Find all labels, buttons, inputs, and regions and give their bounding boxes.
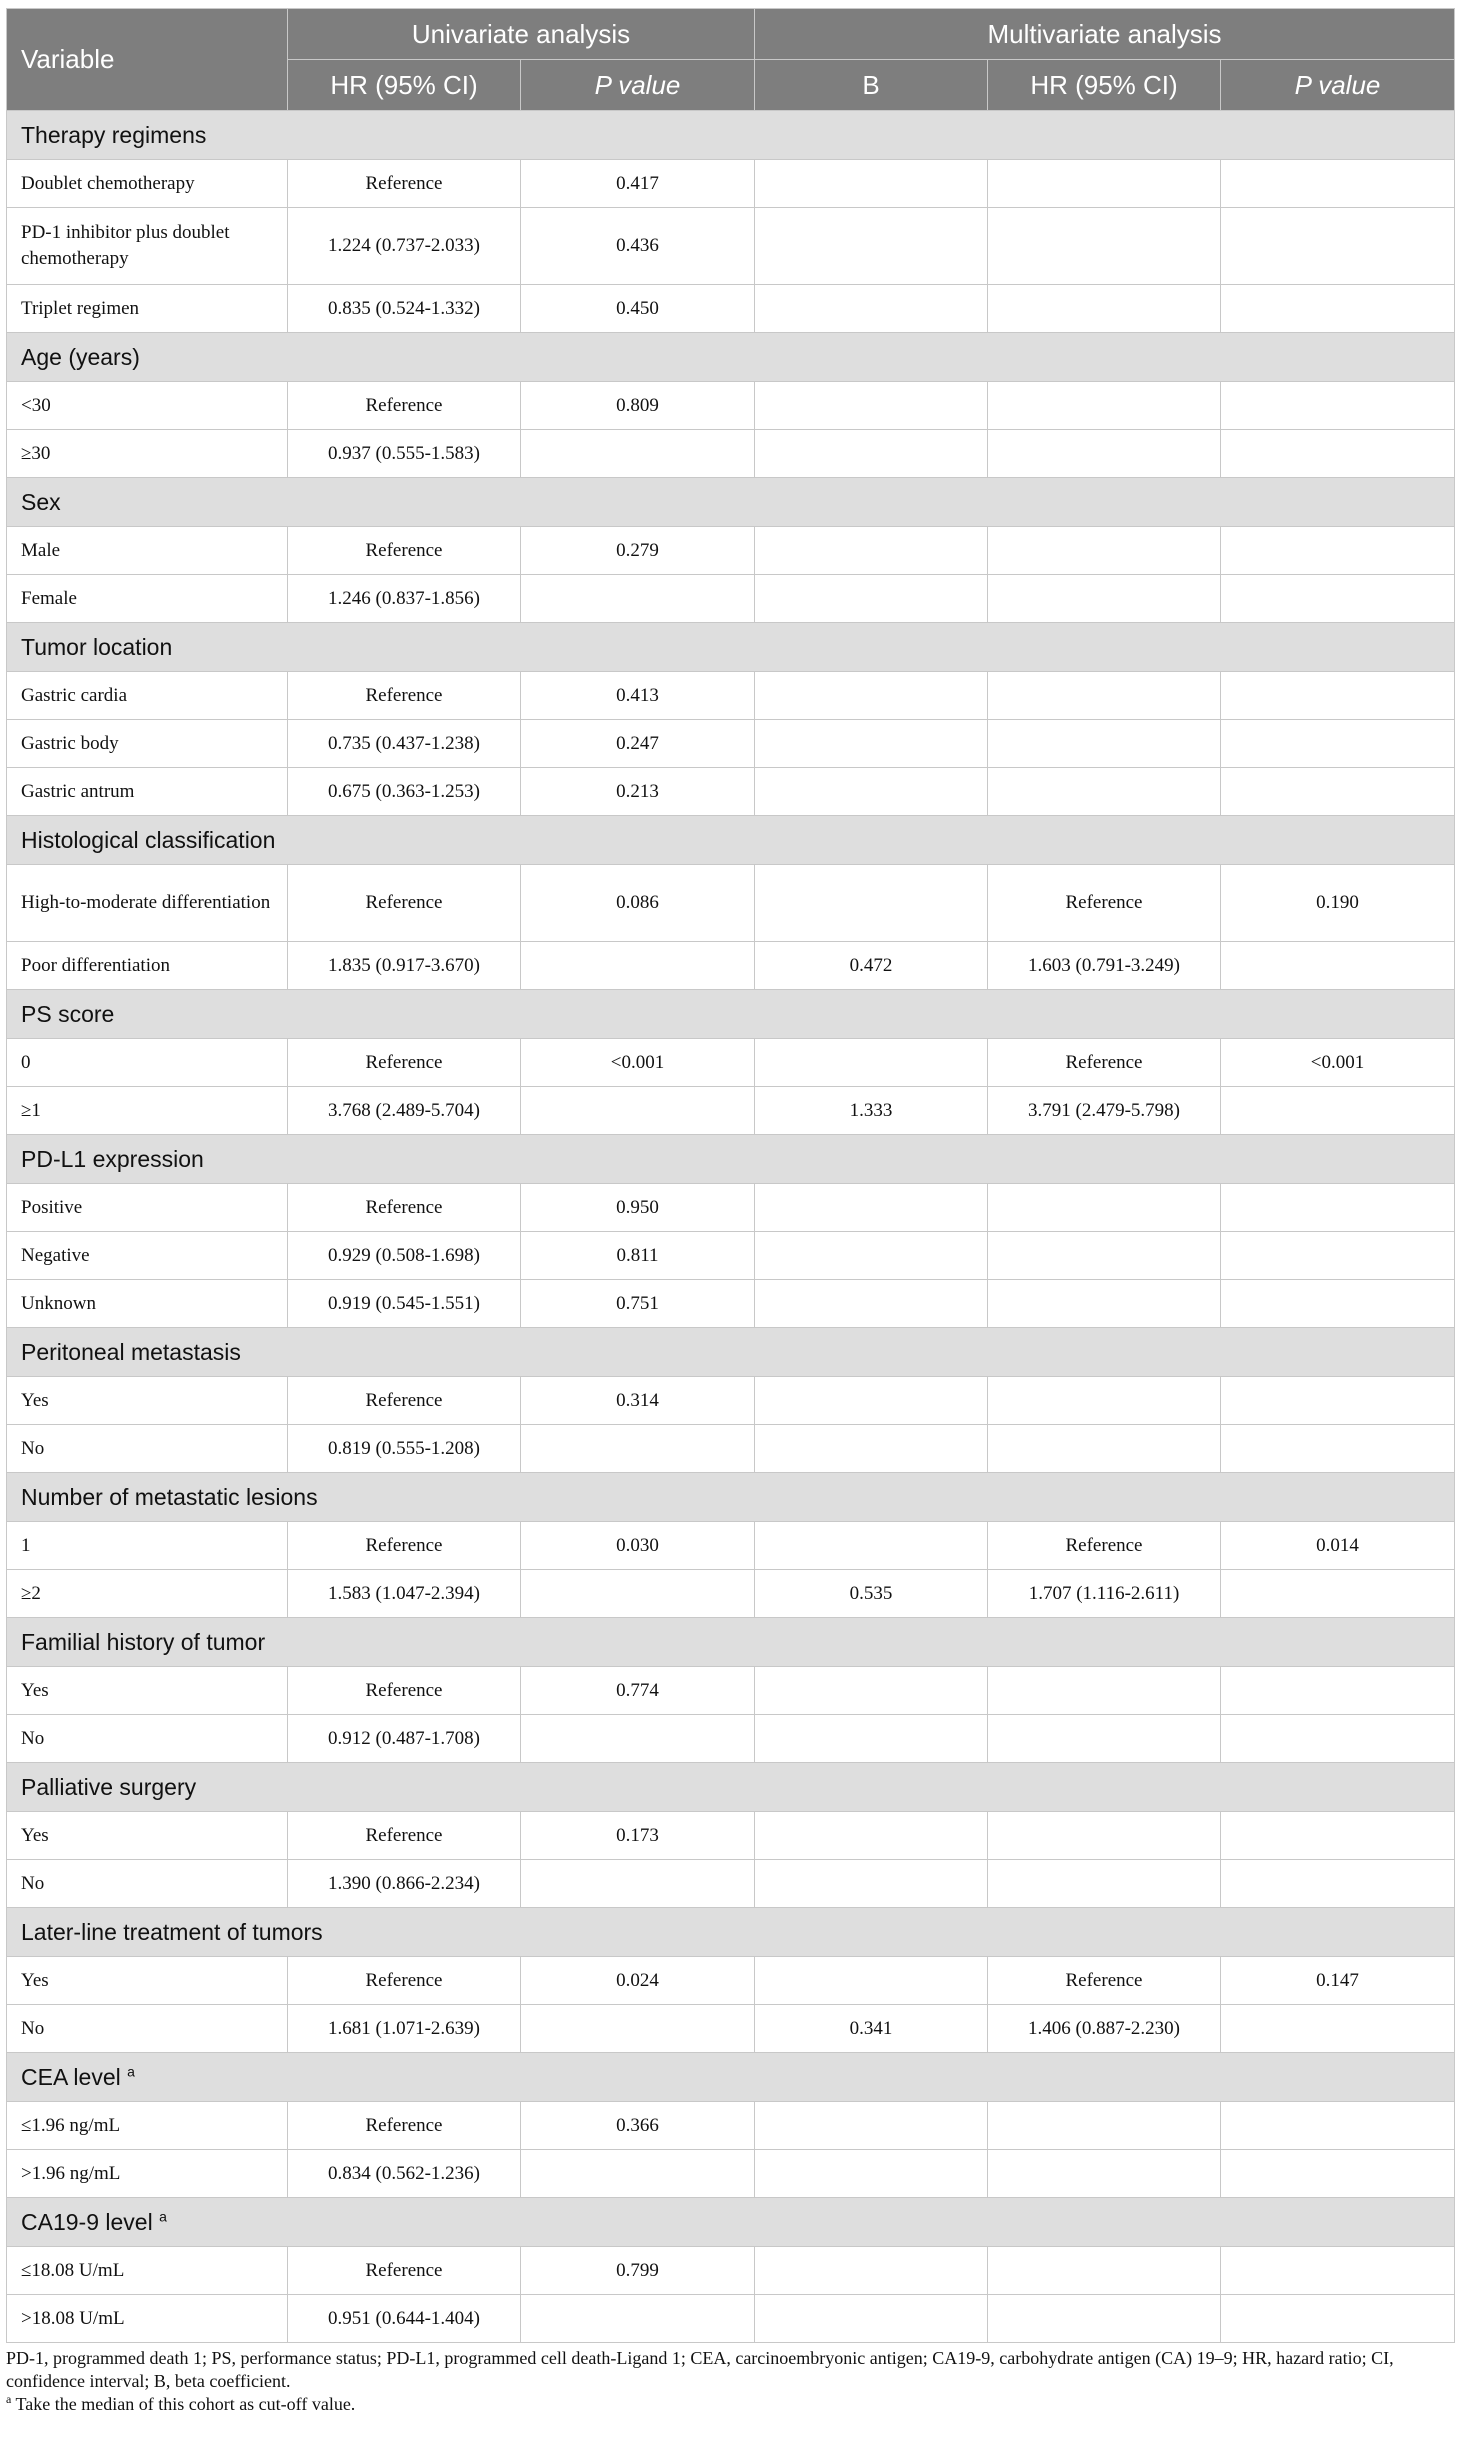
uni-hr-cell: Reference <box>288 865 521 942</box>
multi-hr-cell <box>988 1377 1221 1425</box>
table-row <box>7 1957 1455 2005</box>
multi-p-cell <box>1221 1570 1455 1618</box>
uni-p-cell <box>521 1087 755 1135</box>
header-uni-p: P value <box>521 60 755 111</box>
uni-hr-cell: Reference <box>288 1039 521 1087</box>
multi-p-cell <box>1221 1715 1455 1763</box>
multi-hr-cell <box>988 1425 1221 1473</box>
row-label: 0 <box>7 1039 288 1087</box>
multi-b-cell <box>755 2295 988 2343</box>
header-uni-hr: HR (95% CI) <box>288 60 521 111</box>
uni-hr-cell: Reference <box>288 1957 521 2005</box>
uni-hr-cell: 0.819 (0.555-1.208) <box>288 1425 521 1473</box>
uni-hr-cell: Reference <box>288 160 521 208</box>
uni-hr-cell: 0.912 (0.487-1.708) <box>288 1715 521 1763</box>
row-label: Positive <box>7 1184 288 1232</box>
multi-hr-cell <box>988 208 1221 285</box>
uni-p-cell: 0.213 <box>521 768 755 816</box>
table-footnotes <box>6 2347 1454 2416</box>
table-row <box>7 1522 1455 1570</box>
uni-p-cell: 0.173 <box>521 1812 755 1860</box>
multi-b-cell: 0.341 <box>755 2005 988 2053</box>
uni-hr-cell: Reference <box>288 1377 521 1425</box>
row-label: ≤1.96 ng/mL <box>7 2102 288 2150</box>
multi-hr-cell <box>988 285 1221 333</box>
multi-b-cell <box>755 672 988 720</box>
table-row <box>7 1715 1455 1763</box>
multi-p-cell <box>1221 1812 1455 1860</box>
group-title <box>7 1763 1455 1812</box>
multi-hr-cell <box>988 768 1221 816</box>
uni-p-cell: 0.799 <box>521 2247 755 2295</box>
multi-p-cell <box>1221 160 1455 208</box>
multi-hr-cell <box>988 1812 1221 1860</box>
multi-p-cell <box>1221 1377 1455 1425</box>
uni-hr-cell: Reference <box>288 672 521 720</box>
row-label: ≥30 <box>7 430 288 478</box>
multi-p-cell <box>1221 2005 1455 2053</box>
row-label: >1.96 ng/mL <box>7 2150 288 2198</box>
multi-b-cell <box>755 1715 988 1763</box>
table-row <box>7 1377 1455 1425</box>
table-row <box>7 768 1455 816</box>
group-title <box>7 1135 1455 1184</box>
multi-p-cell <box>1221 1087 1455 1135</box>
uni-hr-cell: 3.768 (2.489-5.704) <box>288 1087 521 1135</box>
group-header-row <box>7 990 1455 1039</box>
multi-hr-cell <box>988 720 1221 768</box>
group-header-row <box>7 2053 1455 2102</box>
group-header-row <box>7 1328 1455 1377</box>
table-header <box>7 9 1455 111</box>
group-title <box>7 623 1455 672</box>
multi-hr-cell: 1.603 (0.791-3.249) <box>988 942 1221 990</box>
footnote-note <box>6 2393 1454 2416</box>
group-title <box>7 816 1455 865</box>
group-title-text: Number of metastatic lesions <box>21 1483 318 1510</box>
group-header-row <box>7 816 1455 865</box>
multi-hr-cell: Reference <box>988 865 1221 942</box>
group-title <box>7 111 1455 160</box>
multi-p-cell: 0.014 <box>1221 1522 1455 1570</box>
table-row <box>7 1667 1455 1715</box>
table-row <box>7 865 1455 942</box>
multi-b-cell <box>755 2247 988 2295</box>
multi-b-cell <box>755 208 988 285</box>
multi-b-cell <box>755 1377 988 1425</box>
table-row <box>7 1280 1455 1328</box>
group-title-text: PD-L1 expression <box>21 1145 204 1172</box>
group-title-text: Age (years) <box>21 343 140 370</box>
group-title <box>7 2198 1455 2247</box>
row-label: Yes <box>7 1812 288 1860</box>
table-row <box>7 1087 1455 1135</box>
multi-p-cell <box>1221 2247 1455 2295</box>
uni-p-cell: 0.950 <box>521 1184 755 1232</box>
uni-p-cell <box>521 2005 755 2053</box>
multi-p-cell <box>1221 575 1455 623</box>
group-header-row <box>7 2198 1455 2247</box>
multi-b-cell <box>755 1957 988 2005</box>
uni-p-cell <box>521 2295 755 2343</box>
multi-p-cell <box>1221 720 1455 768</box>
multi-p-cell <box>1221 430 1455 478</box>
uni-hr-cell: Reference <box>288 2102 521 2150</box>
multi-b-cell <box>755 527 988 575</box>
multi-hr-cell: Reference <box>988 1039 1221 1087</box>
multi-hr-cell <box>988 1184 1221 1232</box>
group-title-text: Familial history of tumor <box>21 1628 266 1655</box>
group-header-row <box>7 1908 1455 1957</box>
table-row <box>7 1570 1455 1618</box>
row-label: ≤18.08 U/mL <box>7 2247 288 2295</box>
uni-p-cell: <0.001 <box>521 1039 755 1087</box>
multi-hr-cell <box>988 430 1221 478</box>
uni-hr-cell: 1.583 (1.047-2.394) <box>288 1570 521 1618</box>
uni-p-cell: 0.417 <box>521 160 755 208</box>
uni-p-cell: 0.751 <box>521 1280 755 1328</box>
uni-p-cell <box>521 430 755 478</box>
uni-p-cell <box>521 1715 755 1763</box>
row-label: PD-1 inhibitor plus doublet chemotherapy <box>7 208 288 285</box>
multi-hr-cell <box>988 1232 1221 1280</box>
multi-b-cell <box>755 1860 988 1908</box>
multi-b-cell <box>755 430 988 478</box>
multi-p-cell <box>1221 768 1455 816</box>
row-label: Poor differentiation <box>7 942 288 990</box>
table-row <box>7 2295 1455 2343</box>
group-title <box>7 2053 1455 2102</box>
footnote-marker: a <box>159 2207 167 2224</box>
row-label: Unknown <box>7 1280 288 1328</box>
multi-b-cell <box>755 865 988 942</box>
uni-p-cell: 0.450 <box>521 285 755 333</box>
multi-p-cell: 0.190 <box>1221 865 1455 942</box>
multi-hr-cell <box>988 2295 1221 2343</box>
uni-p-cell <box>521 2150 755 2198</box>
table-row <box>7 527 1455 575</box>
row-label: Negative <box>7 1232 288 1280</box>
multi-hr-cell <box>988 1715 1221 1763</box>
header-multi-b: B <box>755 60 988 111</box>
multi-p-cell <box>1221 1667 1455 1715</box>
uni-p-cell: 0.247 <box>521 720 755 768</box>
table-row <box>7 720 1455 768</box>
multi-p-cell <box>1221 2295 1455 2343</box>
multi-b-cell <box>755 1232 988 1280</box>
multi-p-cell <box>1221 2102 1455 2150</box>
multi-hr-cell <box>988 672 1221 720</box>
multi-p-cell <box>1221 1184 1455 1232</box>
group-title-text: Therapy regimens <box>21 121 207 148</box>
multi-p-cell <box>1221 2150 1455 2198</box>
uni-hr-cell: 0.735 (0.437-1.238) <box>288 720 521 768</box>
table-row <box>7 2150 1455 2198</box>
uni-hr-cell: Reference <box>288 382 521 430</box>
group-header-row <box>7 1763 1455 1812</box>
group-title <box>7 1328 1455 1377</box>
multi-hr-cell: 3.791 (2.479-5.798) <box>988 1087 1221 1135</box>
header-multi-hr: HR (95% CI) <box>988 60 1221 111</box>
table-row <box>7 1812 1455 1860</box>
multi-b-cell <box>755 575 988 623</box>
results-table-container <box>6 8 1454 2416</box>
table-row <box>7 2005 1455 2053</box>
multi-p-cell <box>1221 527 1455 575</box>
multi-b-cell <box>755 1425 988 1473</box>
multi-b-cell <box>755 160 988 208</box>
uni-p-cell <box>521 575 755 623</box>
multi-hr-cell: 1.707 (1.116-2.611) <box>988 1570 1221 1618</box>
multi-p-cell: <0.001 <box>1221 1039 1455 1087</box>
multi-p-cell <box>1221 285 1455 333</box>
uni-p-cell: 0.436 <box>521 208 755 285</box>
table-row <box>7 208 1455 285</box>
multi-b-cell <box>755 1522 988 1570</box>
table-row <box>7 1860 1455 1908</box>
table-row <box>7 2247 1455 2295</box>
group-title-text: Palliative surgery <box>21 1773 197 1800</box>
uni-hr-cell: 1.390 (0.866-2.234) <box>288 1860 521 1908</box>
group-title <box>7 333 1455 382</box>
footnote-abbreviations: PD-1, programmed death 1; PS, performance status; PD-L1, programmed cell death-Ligand 1; CEA, carcinoembryonic antigen; CA19-9, carbohydrate antigen (CA) 19–9; HR, hazard ratio; CI, confidence interval; B, beta coefficient. <box>6 2348 1394 2391</box>
multi-p-cell <box>1221 1425 1455 1473</box>
multi-b-cell <box>755 382 988 430</box>
multi-b-cell <box>755 1280 988 1328</box>
table-row <box>7 1232 1455 1280</box>
uni-hr-cell: Reference <box>288 2247 521 2295</box>
uni-hr-cell: 0.834 (0.562-1.236) <box>288 2150 521 2198</box>
uni-hr-cell: 0.835 (0.524-1.332) <box>288 285 521 333</box>
table-row <box>7 942 1455 990</box>
row-label: Gastric antrum <box>7 768 288 816</box>
group-header-row <box>7 478 1455 527</box>
multi-b-cell <box>755 1184 988 1232</box>
multi-p-cell <box>1221 1280 1455 1328</box>
uni-p-cell: 0.366 <box>521 2102 755 2150</box>
group-header-row <box>7 623 1455 672</box>
multi-b-cell: 0.472 <box>755 942 988 990</box>
multi-hr-cell: Reference <box>988 1957 1221 2005</box>
table-row <box>7 672 1455 720</box>
group-title <box>7 1473 1455 1522</box>
multi-b-cell: 1.333 <box>755 1087 988 1135</box>
group-title-text: Later-line treatment of tumors <box>21 1918 323 1945</box>
footnote-marker: a <box>6 2392 12 2406</box>
row-label: Yes <box>7 1377 288 1425</box>
group-title-text: Sex <box>21 488 61 515</box>
row-label: No <box>7 1425 288 1473</box>
table-row <box>7 575 1455 623</box>
uni-hr-cell: Reference <box>288 527 521 575</box>
group-title-text: PS score <box>21 1000 115 1027</box>
multi-b-cell <box>755 720 988 768</box>
uni-p-cell: 0.279 <box>521 527 755 575</box>
multi-hr-cell <box>988 2150 1221 2198</box>
multi-hr-cell <box>988 527 1221 575</box>
uni-p-cell: 0.030 <box>521 1522 755 1570</box>
multi-b-cell <box>755 2150 988 2198</box>
uni-p-cell: 0.774 <box>521 1667 755 1715</box>
multi-hr-cell <box>988 160 1221 208</box>
group-title <box>7 1908 1455 1957</box>
uni-hr-cell: 1.681 (1.071-2.639) <box>288 2005 521 2053</box>
footnote-note-text: Take the median of this cohort as cut-off value. <box>15 2394 356 2414</box>
group-title-text: Tumor location <box>21 633 173 660</box>
row-label: Female <box>7 575 288 623</box>
multi-p-cell <box>1221 382 1455 430</box>
uni-p-cell <box>521 1860 755 1908</box>
uni-p-cell: 0.811 <box>521 1232 755 1280</box>
table-row <box>7 1039 1455 1087</box>
uni-hr-cell: 0.929 (0.508-1.698) <box>288 1232 521 1280</box>
uni-hr-cell: Reference <box>288 1522 521 1570</box>
multi-b-cell <box>755 1667 988 1715</box>
row-label: Doublet chemotherapy <box>7 160 288 208</box>
uni-hr-cell: Reference <box>288 1667 521 1715</box>
uni-p-cell: 0.314 <box>521 1377 755 1425</box>
multi-hr-cell <box>988 1280 1221 1328</box>
row-label: Yes <box>7 1957 288 2005</box>
group-header-row <box>7 111 1455 160</box>
multi-p-cell <box>1221 672 1455 720</box>
row-label: 1 <box>7 1522 288 1570</box>
table-row <box>7 2102 1455 2150</box>
uni-p-cell <box>521 1425 755 1473</box>
uni-p-cell <box>521 942 755 990</box>
group-title-text: CA19-9 level <box>21 2208 153 2235</box>
uni-hr-cell: Reference <box>288 1184 521 1232</box>
uni-hr-cell: 0.675 (0.363-1.253) <box>288 768 521 816</box>
header-multi-p: P value <box>1221 60 1455 111</box>
table-row <box>7 1425 1455 1473</box>
row-label: <30 <box>7 382 288 430</box>
row-label: Triplet regimen <box>7 285 288 333</box>
multi-hr-cell <box>988 2102 1221 2150</box>
uni-hr-cell: 0.919 (0.545-1.551) <box>288 1280 521 1328</box>
multi-hr-cell <box>988 382 1221 430</box>
multi-p-cell <box>1221 208 1455 285</box>
footnote-marker: a <box>127 2062 135 2079</box>
multi-b-cell: 0.535 <box>755 1570 988 1618</box>
row-label: Yes <box>7 1667 288 1715</box>
uni-hr-cell: Reference <box>288 1812 521 1860</box>
header-variable: Variable <box>7 9 288 111</box>
multi-p-cell <box>1221 942 1455 990</box>
uni-hr-cell: 0.937 (0.555-1.583) <box>288 430 521 478</box>
group-title-text: Peritoneal metastasis <box>21 1338 241 1365</box>
table-row <box>7 1184 1455 1232</box>
multi-b-cell <box>755 285 988 333</box>
row-label: Gastric cardia <box>7 672 288 720</box>
header-univariate: Univariate analysis <box>288 9 755 60</box>
group-title <box>7 1618 1455 1667</box>
row-label: >18.08 U/mL <box>7 2295 288 2343</box>
group-title-text: CEA level <box>21 2063 121 2090</box>
multi-hr-cell <box>988 2247 1221 2295</box>
group-title-text: Histological classification <box>21 826 276 853</box>
uni-hr-cell: 1.224 (0.737-2.033) <box>288 208 521 285</box>
table-row <box>7 382 1455 430</box>
multi-hr-cell <box>988 1667 1221 1715</box>
header-multivariate: Multivariate analysis <box>755 9 1455 60</box>
table-row <box>7 430 1455 478</box>
multi-hr-cell <box>988 575 1221 623</box>
group-title <box>7 990 1455 1039</box>
multi-b-cell <box>755 1812 988 1860</box>
multi-hr-cell: Reference <box>988 1522 1221 1570</box>
group-header-row <box>7 1473 1455 1522</box>
uni-p-cell <box>521 1570 755 1618</box>
uni-p-cell: 0.809 <box>521 382 755 430</box>
multi-hr-cell: 1.406 (0.887-2.230) <box>988 2005 1221 2053</box>
row-label: No <box>7 2005 288 2053</box>
multi-hr-cell <box>988 1860 1221 1908</box>
multi-p-cell: 0.147 <box>1221 1957 1455 2005</box>
cox-regression-table <box>6 8 1455 2343</box>
row-label: Gastric body <box>7 720 288 768</box>
group-header-row <box>7 333 1455 382</box>
multi-b-cell <box>755 768 988 816</box>
group-header-row <box>7 1135 1455 1184</box>
row-label: ≥1 <box>7 1087 288 1135</box>
uni-p-cell: 0.024 <box>521 1957 755 2005</box>
uni-p-cell: 0.413 <box>521 672 755 720</box>
uni-hr-cell: 1.246 (0.837-1.856) <box>288 575 521 623</box>
row-label: ≥2 <box>7 1570 288 1618</box>
row-label: Male <box>7 527 288 575</box>
uni-hr-cell: 1.835 (0.917-3.670) <box>288 942 521 990</box>
uni-hr-cell: 0.951 (0.644-1.404) <box>288 2295 521 2343</box>
multi-b-cell <box>755 2102 988 2150</box>
table-row <box>7 160 1455 208</box>
row-label: High-to-moderate differentiation <box>7 865 288 942</box>
group-title <box>7 478 1455 527</box>
uni-p-cell: 0.086 <box>521 865 755 942</box>
multi-b-cell <box>755 1039 988 1087</box>
row-label: No <box>7 1715 288 1763</box>
table-row <box>7 285 1455 333</box>
multi-p-cell <box>1221 1860 1455 1908</box>
multi-p-cell <box>1221 1232 1455 1280</box>
row-label: No <box>7 1860 288 1908</box>
table-body <box>7 111 1455 2343</box>
group-header-row <box>7 1618 1455 1667</box>
